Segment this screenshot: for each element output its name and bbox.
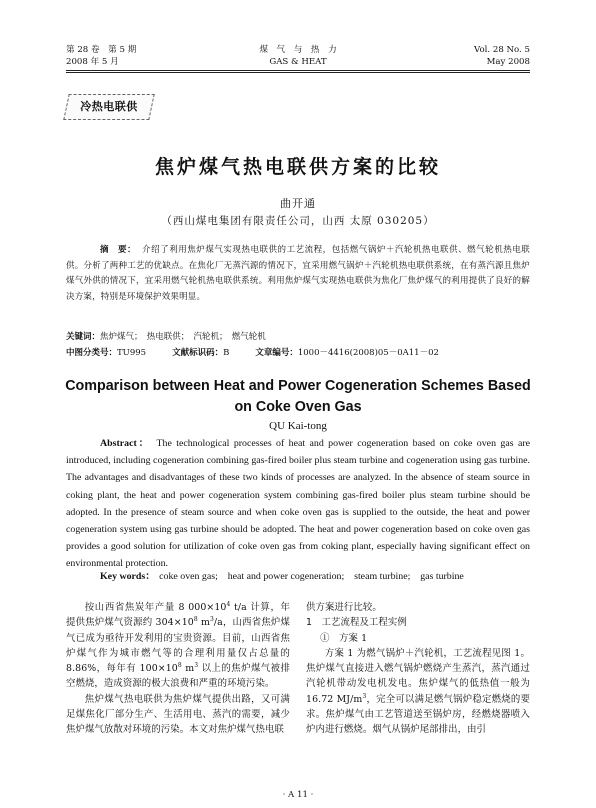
abstract-en-text: The technological processes of heat and power cogeneration based on coke oven gas are introduced, including cogeneration combining gas-fired boiler plus steam turbine and cogeneration using gas turbine. The advantages and disadvantages of these two kinds of processes are analyzed. In the absence of steam source in coking plant, the heat and power cogeneration system combining gas-fired boiler plus steam turbine should be adopted. In the presence of steam source and when coke oven gas is supplied to the outside, the heat and power cogeneration system using gas turbine should be adopted. The heat and power cogeneration based on coke oven gas provides a good solution for utilization of coke oven gas from coking plant, especially having significant effect on environmental protection. [66, 438, 531, 570]
text-run: t/a 计算，年提供焦炉煤气资源约 304×10 [66, 602, 290, 629]
author-name-en: QU Kai-tong [269, 420, 327, 432]
page-number: · A 11 · [282, 790, 314, 800]
paper-title-en-line2: on Coke Oven Gas [234, 399, 362, 415]
header-rule-bottom [66, 72, 530, 73]
section-heading: 1 工艺流程及工程实例 [306, 617, 407, 629]
keywords-en-label: Key words： [100, 571, 156, 582]
text-run: m [197, 617, 210, 629]
clc-label: 中图分类号： [66, 348, 118, 358]
paper-title-en [0, 376, 596, 418]
publication-date-en: May 2008 [486, 57, 530, 67]
article-number-value: 1000－4416(2008)05－0A11－02 [297, 348, 439, 358]
doc-code-value: B [223, 348, 230, 358]
keywords-en-text: coke oven gas; heat and power cogeneration; steam turbine; gas turbine [159, 571, 464, 582]
abstract-en [66, 435, 530, 573]
abstract-cn-text: 介绍了利用焦炉煤气实现热电联供的工艺流程，包括燃气锅炉＋汽轮机热电联供、燃气轮机热电联供。分析了两种工艺的优缺点。在焦化厂无蒸汽源的情况下，宜采用燃气锅炉＋汽轮机热电联供系统，在有蒸汽源且焦炉煤气外供的情况下，宜采用燃气轮机热电联供系统。利用焦炉煤气实现热电联供为焦化厂焦炉煤气的利用提供了良好的解决方案，特别是环境保护效果明显。 [66, 245, 530, 302]
superscript: 3 [209, 616, 214, 624]
keywords-cn-text: 焦炉煤气； 热电联供； 汽轮机； 燃气轮机 [100, 332, 266, 342]
body-paragraph: 焦炉煤气热电联供为焦炉煤气提供出路，又可满足煤焦化厂部分生产、生活用电、蒸汽的需要，减少焦炉煤气放散对环境的污染。本文对焦炉煤气热电联 [66, 693, 290, 736]
superscript: 3 [362, 692, 367, 700]
body-column-right [306, 600, 530, 738]
text-run: m [181, 663, 195, 675]
paper-title-cn: 焦炉煤气热电联供方案的比较 [154, 156, 441, 178]
volume-issue-text: 第 28 卷 第 5 期 [66, 45, 137, 55]
header-rule-top [66, 70, 530, 71]
body-paragraph [306, 646, 530, 738]
paper-title-en-line1: Comparison between Heat and Power Cogeneration Schemes Based [65, 378, 531, 394]
abstract-cn [66, 243, 530, 305]
superscript: 8 [193, 616, 198, 624]
affiliation-cn: （西山煤电集团有限责任公司，山西 太原 030205） [161, 215, 435, 227]
volume-issue-en: Vol. 28 No. 5 [474, 45, 530, 55]
publication-date-cn: 2008 年 5 月 [66, 57, 119, 67]
author-name-cn: 曲开通 [280, 197, 316, 210]
article-number-label: 文章编号： [255, 348, 298, 358]
subsection-heading: ① 方案 1 [320, 632, 368, 644]
abstract-en-label: Abstract： [100, 438, 151, 449]
body-paragraph: 供方案进行比较。 [306, 602, 382, 613]
keywords-en [66, 570, 530, 584]
text-run: /a，山西省焦炉煤气已成为亟待开发利用的宝贵资源。目前，山西省焦炉煤气作为城市燃气等的合理利用量仅占总量的 8.86%，每年有 100×10 [66, 617, 291, 675]
text-run: 以上的焦炉煤气被排空燃烧，造成资源的极大浪费和严重的环境污染。 [66, 663, 290, 690]
superscript: 3 [194, 662, 199, 670]
clc-value: TU995 [117, 348, 147, 358]
body-column-left [66, 600, 290, 738]
journal-name-cn: 煤 气 与 热 力 [259, 45, 337, 55]
text-run: ，完全可以满足燃气锅炉稳定燃烧的要求。焦炉煤气由工艺管道送至锅炉房，经燃烧器喷入炉内进行燃烧。烟气从锅炉尾部排出，由引 [306, 693, 531, 736]
journal-name-en: GAS & HEAT [269, 57, 327, 67]
doc-code-label: 文献标识码： [172, 348, 224, 358]
journal-volume-en [474, 44, 530, 68]
keywords-cn [66, 330, 530, 345]
keywords-cn-label: 关键词： [66, 332, 101, 342]
abstract-cn-label: 摘 要： [100, 245, 137, 255]
text-run: 方案 1 为燃气锅炉＋汽轮机，工艺流程见图 1。焦炉煤气直接进入燃气锅炉燃烧产生蒸汽，蒸汽通过汽轮机带动发电机发电。焦炉煤气的低热值一般为 16.72 MJ/m [306, 647, 530, 705]
classification-row [66, 346, 530, 361]
superscript: 4 [226, 600, 231, 608]
section-label: 冷热电联供 [80, 100, 138, 113]
superscript: 8 [177, 662, 182, 670]
body-paragraph [66, 600, 290, 692]
section-badge [63, 94, 155, 120]
text-run: 按山西省焦炭年产量 8 000×10 [84, 602, 227, 613]
